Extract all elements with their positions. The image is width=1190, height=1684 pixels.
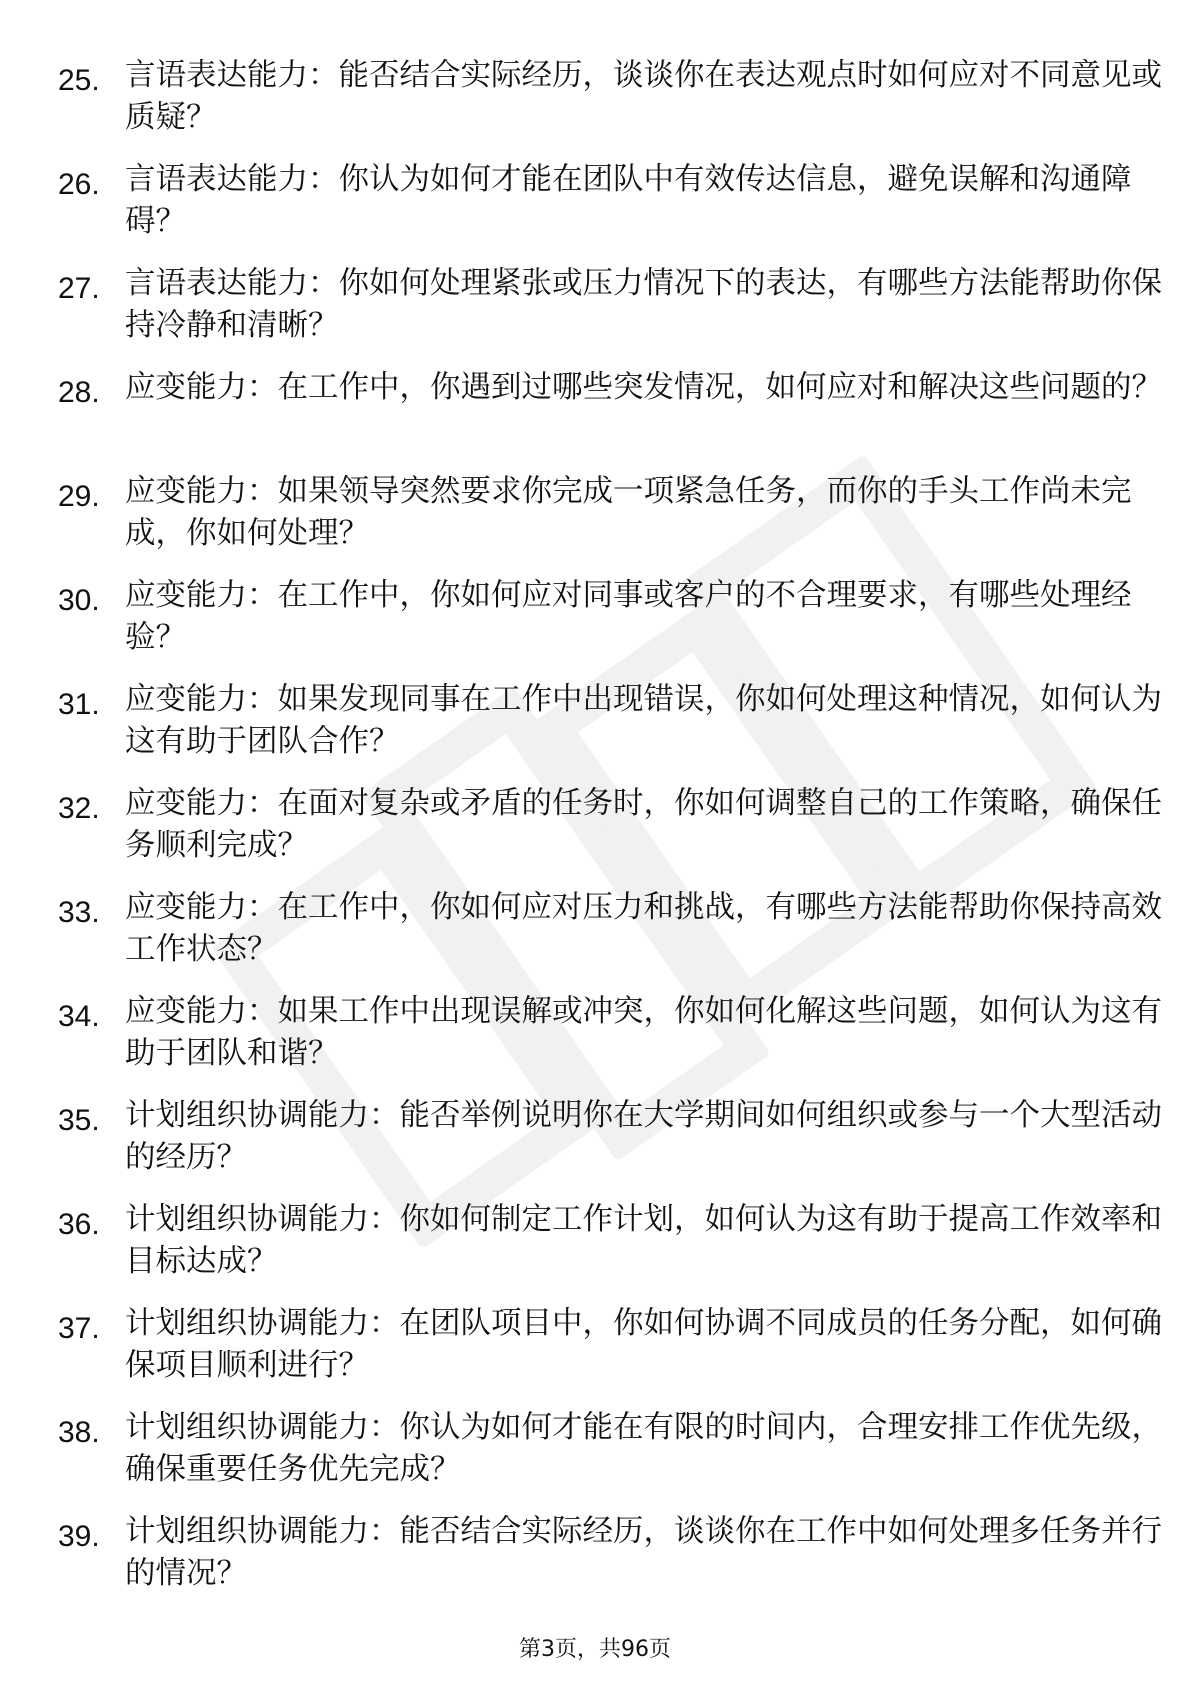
question-text: 应变能力：在工作中，你如何应对同事或客户的不合理要求，有哪些处理经验？: [125, 578, 1132, 655]
question-text: 计划组织协调能力：能否结合实际经历，谈谈你在工作中如何处理多任务并行的情况？: [125, 1514, 1162, 1591]
question-text: 应变能力：如果发现同事在工作中出现错误，你如何处理这种情况，如何认为这有助于团队合作？: [125, 682, 1162, 759]
question-number: 31.: [58, 688, 100, 721]
question-text: 应变能力：如果工作中出现误解或冲突，你如何化解这些问题，如何认为这有助于团队和谐？: [125, 994, 1162, 1071]
question-text: 言语表达能力：能否结合实际经历，谈谈你在表达观点时如何应对不同意见或质疑？: [125, 58, 1162, 135]
list-item: [58, 974, 1162, 1078]
question-number: 34.: [58, 1000, 100, 1033]
list-item: [58, 1078, 1162, 1182]
question-text: 计划组织协调能力：你认为如何才能在有限的时间内，合理安排工作优先级，确保重要任务优先完成？: [125, 1410, 1162, 1487]
question-number: 26.: [58, 168, 100, 201]
question-number: 33.: [58, 896, 100, 929]
question-number: 25.: [58, 64, 100, 97]
question-text: 应变能力：在面对复杂或矛盾的任务时，你如何调整自己的工作策略，确保任务顺利完成？: [125, 786, 1162, 863]
question-number: 28.: [58, 376, 100, 409]
list-item: [58, 454, 1132, 558]
list-item: [58, 1494, 1162, 1598]
list-item: [58, 246, 1162, 350]
question-number: 35.: [58, 1104, 100, 1137]
question-text: 言语表达能力：你如何处理紧张或压力情况下的表达，有哪些方法能帮助你保持冷静和清晰？: [125, 266, 1162, 343]
list-item: [58, 1182, 1162, 1286]
question-text: 计划组织协调能力：在团队项目中，你如何协调不同成员的任务分配，如何确保项目顺利进行？: [125, 1306, 1162, 1383]
question-list: [58, 38, 1162, 1598]
question-number: 36.: [58, 1208, 100, 1241]
question-number: 29.: [58, 480, 100, 513]
question-number: 38.: [58, 1416, 100, 1449]
list-item: [58, 766, 1162, 870]
page-footer: [0, 1636, 1190, 1664]
question-text: 应变能力：在工作中，你遇到过哪些突发情况，如何应对和解决这些问题的？: [125, 370, 1162, 405]
question-text: 计划组织协调能力：你如何制定工作计划，如何认为这有助于提高工作效率和目标达成？: [125, 1202, 1162, 1279]
question-number: 39.: [58, 1520, 100, 1553]
question-number: 37.: [58, 1312, 100, 1345]
question-text: 言语表达能力：你认为如何才能在团队中有效传达信息，避免误解和沟通障碍？: [125, 162, 1132, 239]
question-number: 30.: [58, 584, 100, 617]
question-number: 27.: [58, 272, 100, 305]
list-item: [58, 350, 1162, 454]
list-item: [58, 558, 1132, 662]
list-item: [58, 142, 1132, 246]
question-text: 应变能力：在工作中，你如何应对压力和挑战，有哪些方法能帮助你保持高效工作状态？: [125, 890, 1162, 967]
question-text: 应变能力：如果领导突然要求你完成一项紧急任务，而你的手头工作尚未完成，你如何处理？: [125, 474, 1132, 551]
list-item: [58, 38, 1162, 142]
question-text: 计划组织协调能力：能否举例说明你在大学期间如何组织或参与一个大型活动的经历？: [125, 1098, 1162, 1175]
question-number: 32.: [58, 792, 100, 825]
list-item: [58, 662, 1162, 766]
list-item: [58, 870, 1162, 974]
page-number-label: 第3页，共96页: [519, 1637, 671, 1662]
list-item: [58, 1286, 1162, 1390]
list-item: [58, 1390, 1162, 1494]
